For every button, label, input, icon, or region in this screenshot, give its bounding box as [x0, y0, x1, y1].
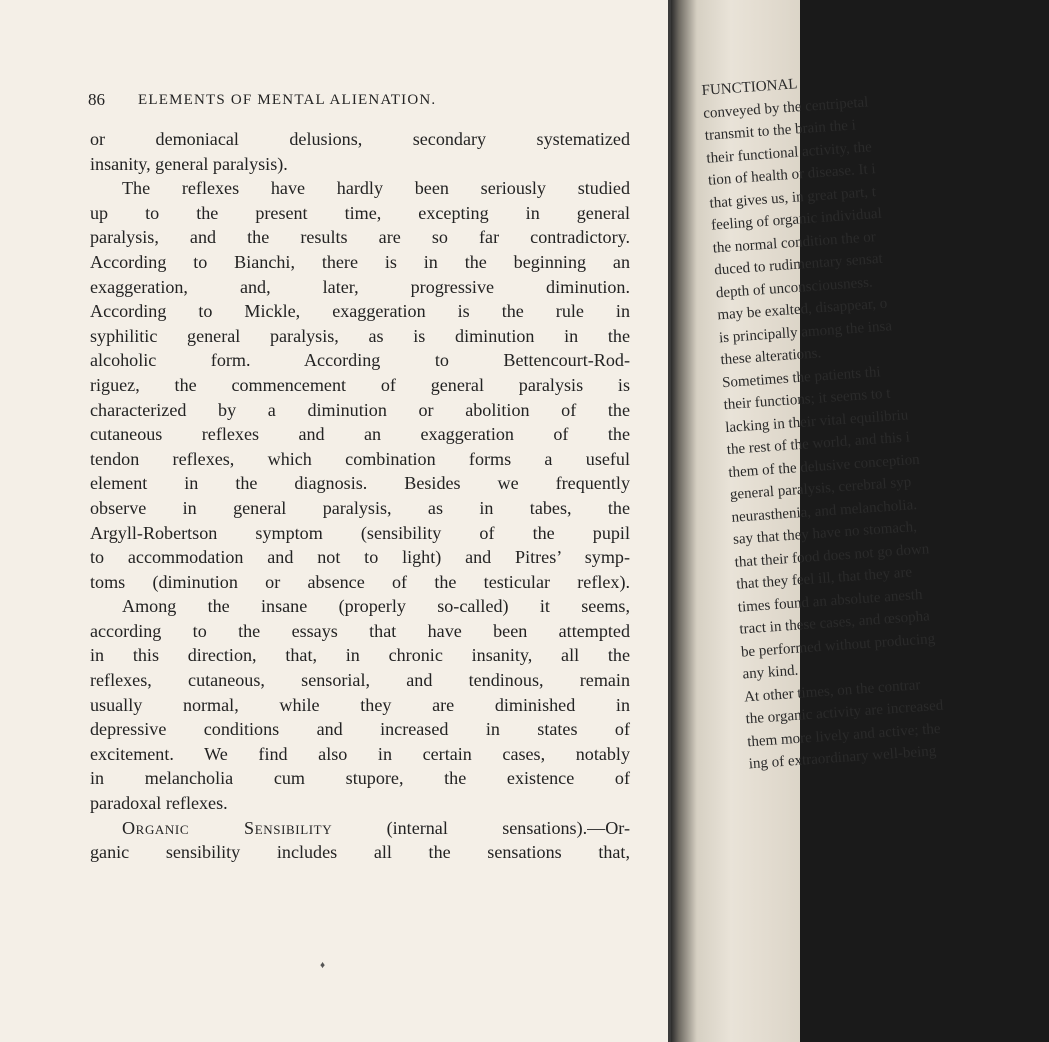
text-line: tendon reflexes, which combination forms a useful — [90, 448, 630, 469]
text-line: insanity, general paralysis). — [90, 153, 288, 174]
text-line: paralysis, and the results are so far contradictory. — [90, 227, 630, 248]
text-line: exaggeration, and, later, progressive diminution. — [90, 276, 630, 297]
facing-line: ing of extraordinary well-being — [748, 743, 937, 773]
heading-continuation: (internal sensations).—Or- — [332, 817, 630, 838]
facing-line: their functions; it seems to t — [723, 385, 891, 414]
text-line: depressive conditions and increased in states of — [90, 719, 630, 740]
page-number: 86 — [88, 90, 105, 109]
facing-line: them of the delusive conception — [727, 451, 921, 481]
facing-line: any kind. — [742, 662, 799, 683]
ink-mark: ♦ — [320, 960, 326, 971]
facing-line: the organic activity are increased — [745, 697, 944, 728]
text-line: alcoholic form. According to Bettencourt-Rod- — [90, 350, 630, 371]
facing-line: neurasthenia, and melancholia. — [731, 496, 918, 526]
text-line: element in the diagnosis. Besides we frequently — [90, 473, 630, 494]
facing-line: tion of health or disease. It i — [707, 161, 877, 189]
facing-line: times found an absolute anesth — [737, 586, 923, 616]
facing-line: is principally among the insa — [718, 317, 893, 346]
facing-line: may be exalted, disappear, o — [716, 295, 888, 324]
facing-line: these alterations. — [720, 345, 822, 369]
text-line: reflexes, cutaneous, sensorial, and tendinous, remain — [90, 670, 630, 691]
facing-line: that their food does not go down — [734, 540, 930, 571]
facing-line: feeling of organic individual — [710, 205, 883, 234]
text-line: up to the present time, excepting in general — [90, 202, 630, 223]
text-line: ganic sensibility includes all the sensations that, — [90, 842, 630, 863]
section-heading-line — [90, 816, 630, 841]
text-line: cutaneous reflexes and an exaggeration of the — [90, 424, 630, 445]
facing-line: them more lively and active; the — [746, 720, 942, 750]
facing-line: transmit to the brain the i — [704, 117, 857, 144]
facing-line: duced to rudimentary sensat — [713, 250, 884, 279]
facing-line: conveyed by the centripetal — [702, 93, 869, 122]
facing-line: FUNCTIONAL — [701, 76, 798, 99]
running-title: ELEMENTS OF MENTAL ALIENATION. — [138, 92, 437, 108]
facing-page-text — [701, 59, 1049, 776]
text-line: usually normal, while they are diminished in — [90, 694, 630, 715]
text-line: toms (diminution or absence of the testicular reflex). — [90, 571, 630, 592]
facing-line: the rest of the world, and this i — [726, 429, 911, 459]
facing-line: be performed without producing — [740, 630, 936, 661]
facing-line: depth of unconsciousness. — [715, 274, 874, 301]
facing-page — [671, 0, 944, 1042]
section-heading: Organic Sensibility — [122, 817, 333, 838]
running-head — [88, 90, 648, 116]
facing-line: say that they have no stomach, — [732, 519, 918, 548]
facing-line: At other times, on the contrar — [743, 676, 921, 705]
text-line: According to Bianchi, there is in the beginning an — [90, 251, 630, 272]
text-line: According to Mickle, exaggeration is the rule in — [90, 301, 630, 322]
text-line: in this direction, that, in chronic insanity, all the — [90, 645, 630, 666]
text-line: characterized by a diminution or abolition of the — [90, 399, 630, 420]
facing-line: Sometimes the patients thi — [721, 363, 882, 391]
facing-line: tract in these cases, and œsopha — [738, 608, 931, 638]
facing-line: lacking in their vital equilibriu — [724, 406, 909, 436]
facing-line: general paralysis, cerebral syp — [729, 474, 912, 503]
text-line: observe in general paralysis, as in tabes, the — [90, 497, 630, 518]
text-line: excitement. We find also in certain cases, notably — [90, 743, 630, 764]
text-line: syphilitic general paralysis, as is diminution in the — [90, 325, 630, 346]
text-line: Argyll-Robertson symptom (sensibility of the pupil — [90, 522, 630, 543]
text-line: The reflexes have hardly been seriously studied — [122, 178, 630, 199]
text-line: to accommodation and not to light) and Pitres’ symp- — [90, 547, 630, 568]
body-text — [90, 127, 630, 865]
text-line: or demoniacal delusions, secondary systematized — [90, 129, 630, 149]
facing-line: that they feel ill, that they are — [735, 564, 913, 593]
text-line: in melancholia cum stupore, the existence of — [90, 768, 630, 789]
text-line: riguez, the commencement of general paralysis is — [90, 374, 630, 395]
facing-line: that gives us, in great part, t — [709, 183, 877, 212]
text-line: paradoxal reflexes. — [90, 793, 228, 814]
text-line: according to the essays that have been attempted — [90, 620, 630, 641]
facing-line: the normal condition the or — [712, 228, 877, 257]
facing-line: their functional activity, the — [705, 138, 873, 167]
text-line: Among the insane (properly so-called) it seems, — [122, 596, 630, 617]
